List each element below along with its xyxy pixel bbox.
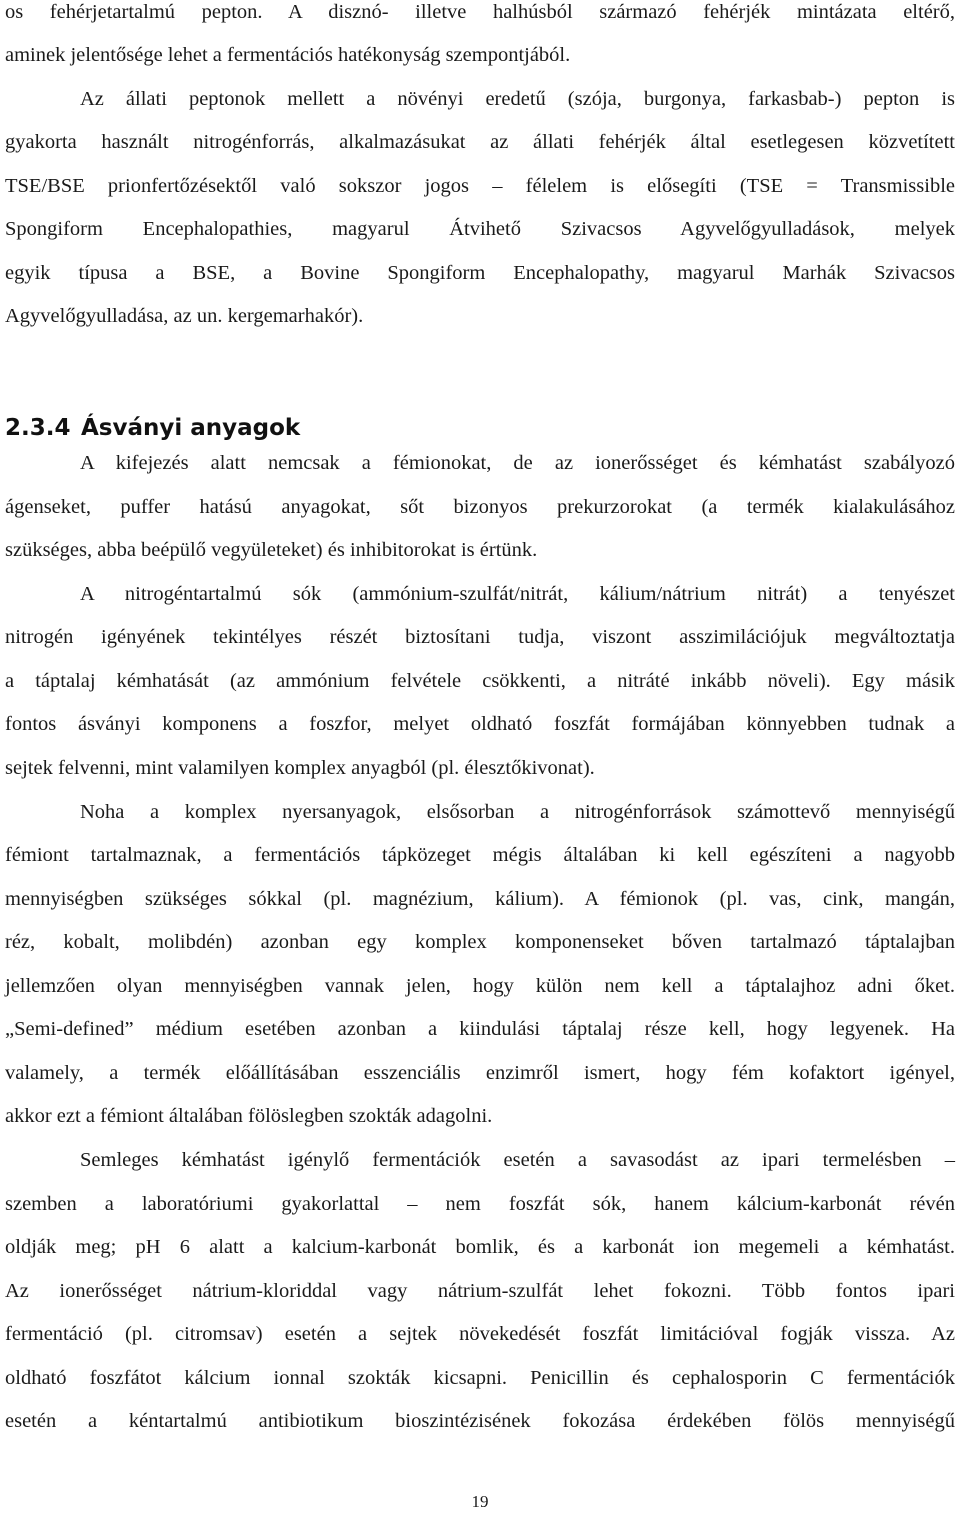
- page-number: 19: [471, 1492, 489, 1511]
- text-line: „Semi-defined” médium esetében azonban a kiindulási táptalaj része kell, hogy legyenek. Ha: [5, 1018, 955, 1040]
- text-line: TSE/BSE prionfertőzésektől való sokszor jogos – félelem is elősegíti (TSE = Transmissible: [5, 175, 955, 197]
- text-line: oldható foszfátot kálcium ionnal szokták kicsapni. Penicillin és cephalosporin C fermentációk: [5, 1367, 955, 1389]
- text-line: Az ionerősséget nátrium-kloriddal vagy nátrium-szulfát lehet fokozni. Több fontos ipari: [5, 1280, 955, 1302]
- text-line: nitrogén igényének tekintélyes részét biztosítani tudja, viszont asszimilációjuk megváltoztatja: [5, 626, 955, 648]
- text-line: fémiont tartalmaznak, a fermentációs tápközeget mégis általában ki kell egészíteni a nagyobb: [5, 844, 955, 866]
- text-line: réz, kobalt, molibdén) azonban egy komplex komponenseket bőven tartalmazó táptalajban: [5, 931, 955, 953]
- text-line: szükséges, abba beépülő vegyületeket) és inhibitorokat is értünk.: [5, 539, 538, 561]
- text-line: mennyiségben szükséges sókkal (pl. magnézium, kálium). A fémionok (pl. vas, cink, mangán,: [5, 888, 955, 910]
- text-line: Spongiform Encephalopathies, magyarul Átvihető Szivacsos Agyvelőgyulladások, melyek: [5, 218, 955, 240]
- text-line: esetén a kéntartalmú antibiotikum bioszintézisének fokozása érdekében fölös mennyiségű: [5, 1410, 955, 1432]
- section-number: 2.3.4: [5, 415, 71, 441]
- section-title: Ásványi anyagok: [81, 415, 301, 441]
- text-line: sejtek felvenni, mint valamilyen komplex anyagból (pl. élesztőkivonat).: [5, 757, 595, 779]
- section-heading: [5, 410, 300, 446]
- text-line: Noha a komplex nyersanyagok, elsősorban a nitrogénforrások számottevő mennyiségű: [80, 801, 955, 823]
- text-line: A nitrogéntartalmú sók (ammónium-szulfát/nitrát, kálium/nátrium nitrát) a tenyészet: [80, 583, 955, 605]
- text-line: szemben a laboratóriumi gyakorlattal – nem foszfát sók, hanem kálcium-karbonát révén: [5, 1193, 955, 1215]
- text-line: valamely, a termék előállításában esszenciális enzimről ismert, hogy fém kofaktort igényel,: [5, 1062, 955, 1084]
- text-line: ágenseket, puffer hatású anyagokat, sőt bizonyos prekurzorokat (a termék kialakulásához: [5, 496, 955, 518]
- text-line: gyakorta használt nitrogénforrás, alkalmazásukat az állati fehérjék által esetlegesen közvetített: [5, 131, 955, 153]
- text-line: egyik típusa a BSE, a Bovine Spongiform Encephalopathy, magyarul Marhák Szivacsos: [5, 262, 955, 284]
- text-line: akkor ezt a fémiont általában fölöslegben szokták adagolni.: [5, 1105, 493, 1127]
- text-line: os fehérjetartalmú pepton. A disznó- illetve halhúsból származó fehérjék mintázata eltérő,: [5, 1, 955, 23]
- text-line: Semleges kémhatást igénylő fermentációk esetén a savasodást az ipari termelésben –: [80, 1149, 955, 1171]
- text-line: oldják meg; pH 6 alatt a kalcium-karbonát bomlik, és a karbonát ion megemeli a kémhatást.: [5, 1236, 955, 1258]
- text-line: fontos ásványi komponens a foszfor, melyet oldható foszfát formájában könnyebben tudnak a: [5, 713, 955, 735]
- text-line: Agyvelőgyulladása, az un. kergemarhakór).: [5, 305, 364, 327]
- text-line: jellemzően olyan mennyiségben vannak jelen, hogy külön nem kell a táptalajhoz adni őket.: [5, 975, 955, 997]
- text-line: Az állati peptonok mellett a növényi eredetű (szója, burgonya, farkasbab-) pepton is: [80, 88, 955, 110]
- text-line: fermentáció (pl. citromsav) esetén a sejtek növekedését foszfát limitációval fogják vissza. Az: [5, 1323, 955, 1345]
- text-line: a táptalaj kémhatását (az ammónium felvétele csökkenti, a nitráté inkább növeli). Egy másik: [5, 670, 955, 692]
- text-line: aminek jelentősége lehet a fermentációs hatékonyság szempontjából.: [5, 44, 571, 66]
- text-line: A kifejezés alatt nemcsak a fémionokat, de az ionerősséget és kémhatást szabályozó: [80, 452, 955, 474]
